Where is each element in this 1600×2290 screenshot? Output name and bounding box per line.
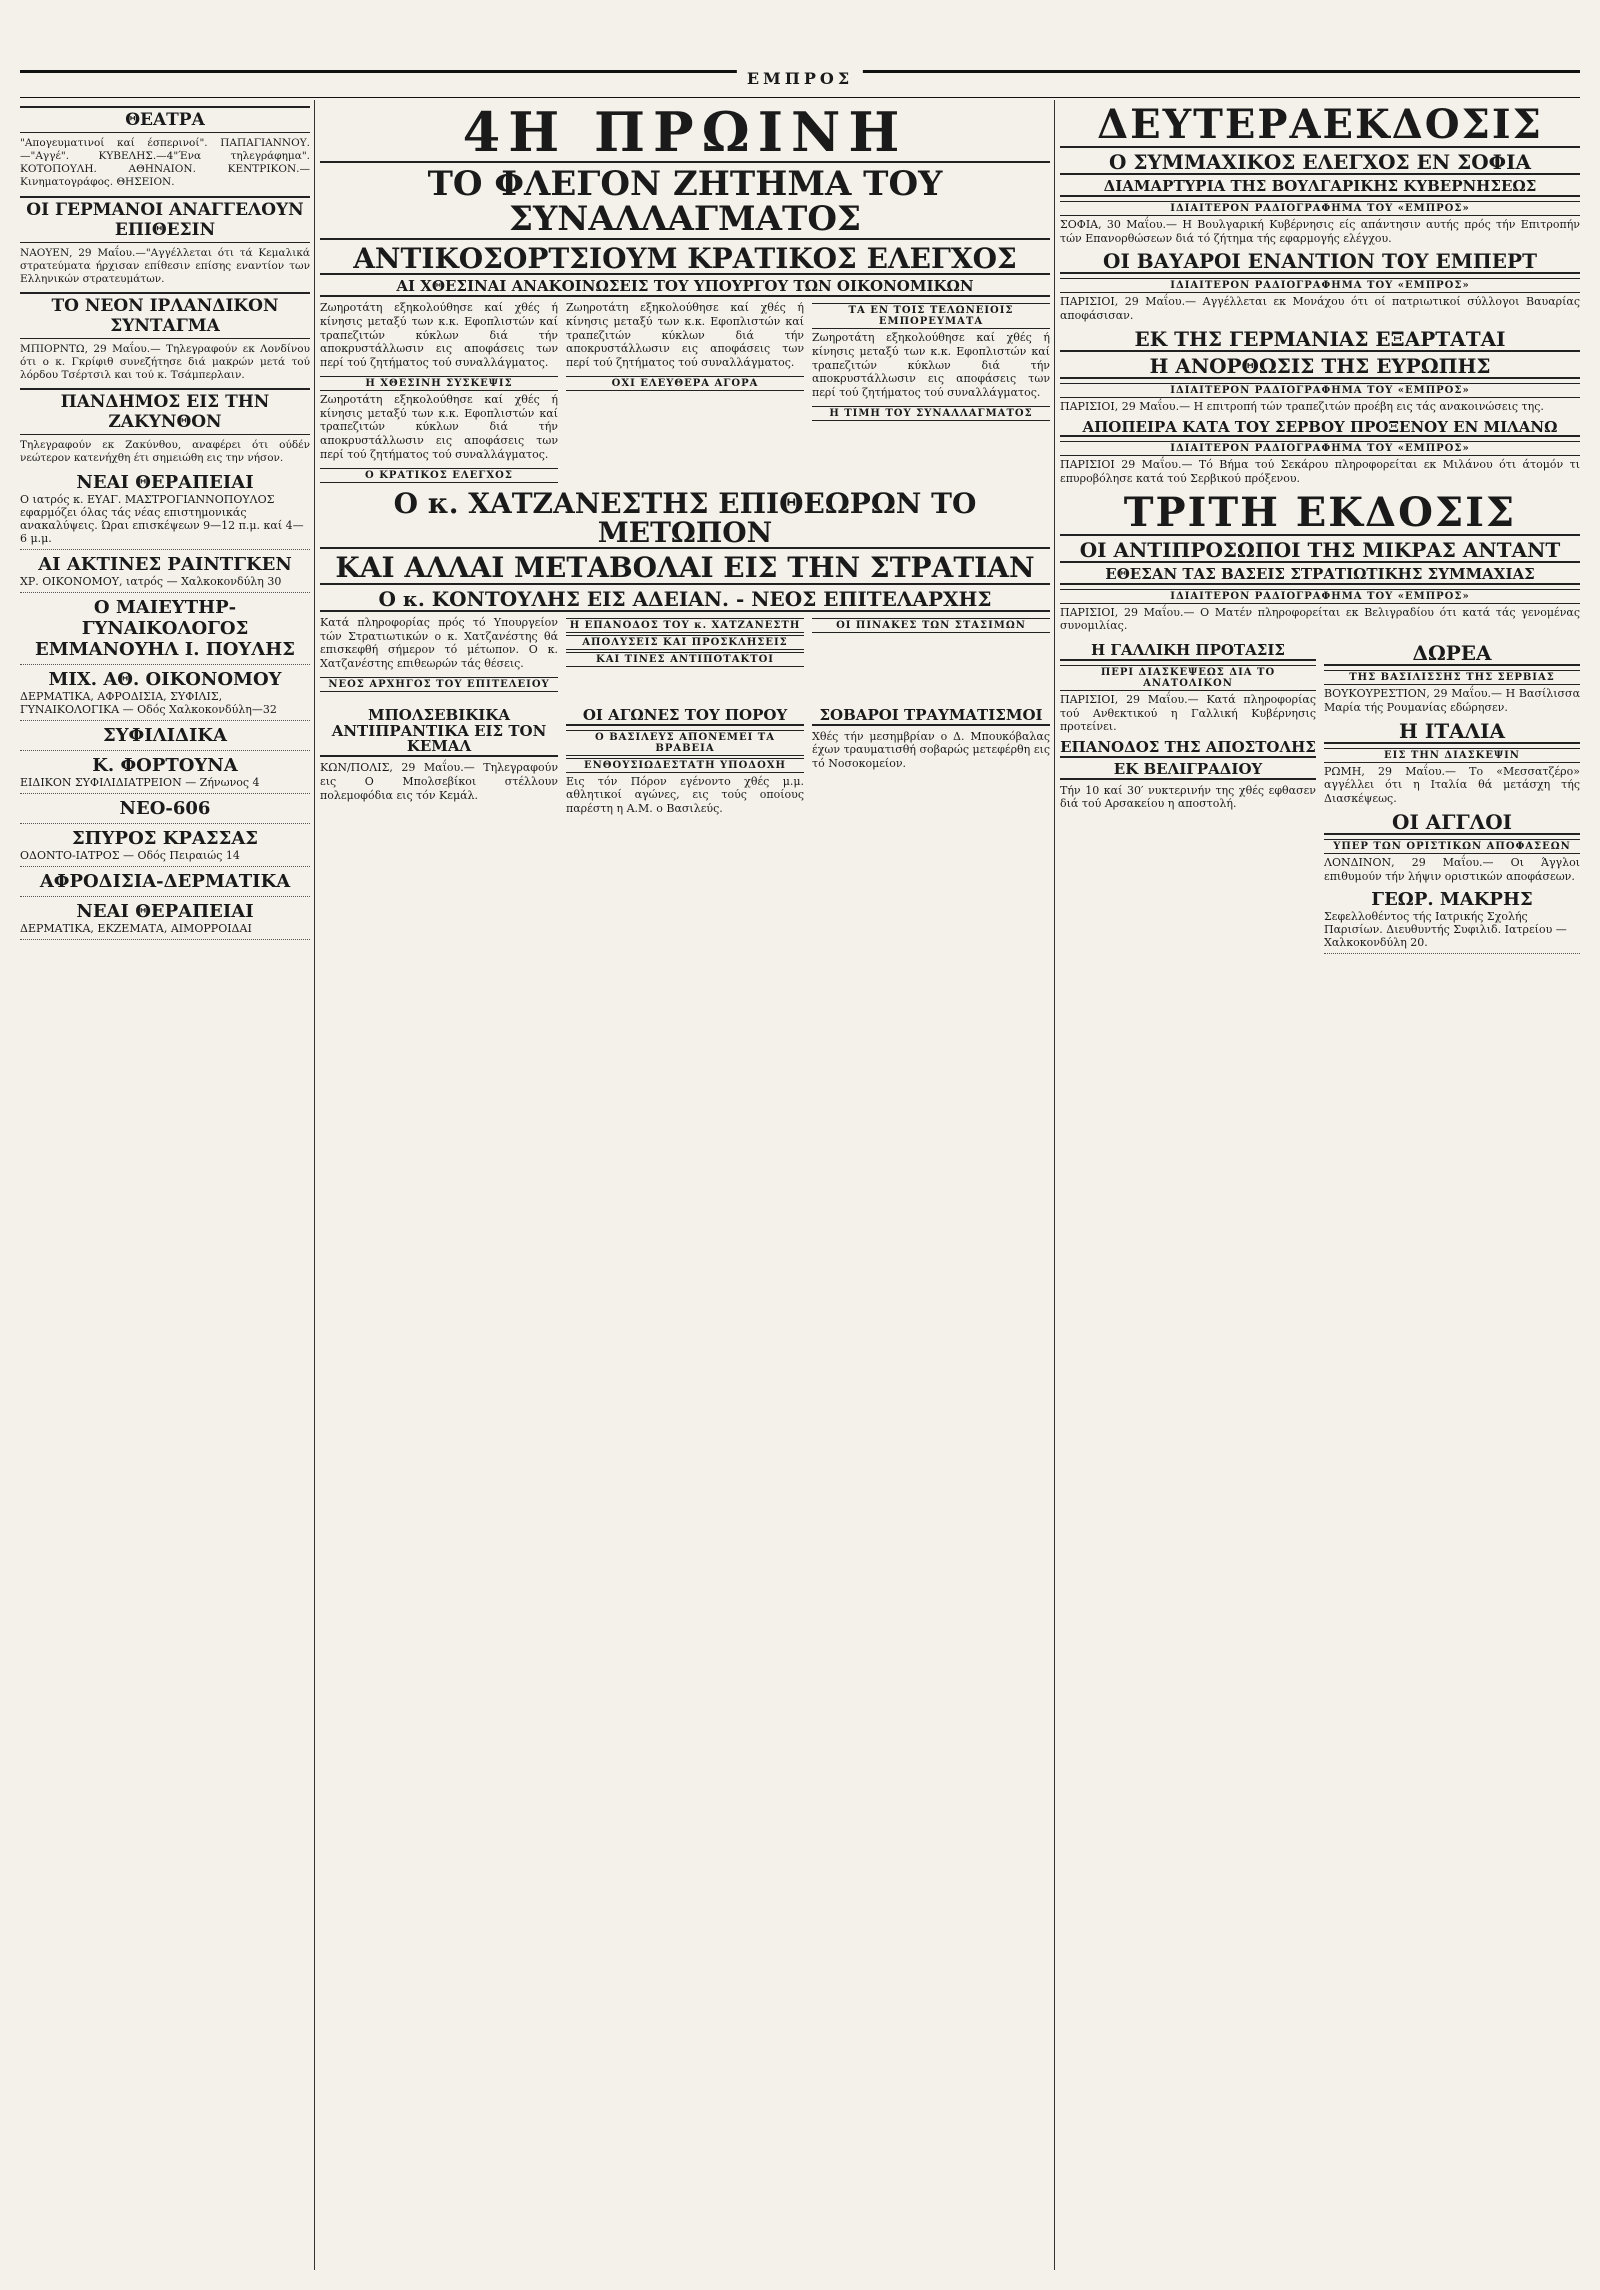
ad-new-therapies: ΝΕΑΙ ΘΕΡΑΠΕΙΑΙ Ο ιατρός κ. ΕΥΑΓ. ΜΑΣΤΡΟΓΙΑΝΝΟΠΟΥΛΟΣ εφαρμόζει όλας τάς νέας επιστημονικάς ανακαλύψεις. Ώραι επισκέψεων 9—12 π.μ. καί 4—6 μ.μ. bbox=[20, 472, 310, 550]
ad-gynaecologist: Ο ΜΑΙΕΥΤΗΡ-ΓΥΝΑΙΚΟΛΟΓΟΣ ΕΜΜΑΝΟΥΗΛ Ι. ΠΟΥΛΗΣ bbox=[20, 597, 310, 665]
column-rule bbox=[1054, 100, 1055, 2270]
subhead: Η ΕΠΑΝΟΔΟΣ ΤΟΥ κ. ΧΑΤΖΑΝΕΣΤΗ bbox=[566, 618, 804, 633]
headline-french-proposal: Η ΓΑΛΛΙΚΗ ΠΡΟΤΑΣΙΣ bbox=[1060, 643, 1316, 661]
bolshevik-text: ΚΩΝ/ΠΟΛΙΣ, 29 Μαΐου.— Τηλεγραφούν εις Ο Μπολσεβίκοι στέλλουν πολεμοφόδια εις τόν Κεμάλ. bbox=[320, 761, 558, 802]
zakynthos-text: Τηλεγραφούν εκ Ζακύνθου, αναφέρει ότι ούδέν νεώτερον κατενήχθη έτι σημειώθη εις την νήσον. bbox=[20, 439, 310, 465]
ad-dermatology: ΑΦΡΟΔΙΣΙΑ-ΔΕΡΜΑΤΙΚΑ bbox=[20, 871, 310, 897]
italy-text: ΡΩΜΗ, 29 Μαΐου.— Το «Μεσσατζέρο» αγγέλλει ότι η Ιταλία θά μετάσχη τής Διασκέψεως. bbox=[1324, 764, 1580, 805]
headline-bulgarian-protest: ΔΙΑΜΑΡΤΥΡΙΑ ΤΗΣ ΒΟΥΛΓΑΡΙΚΗΣ ΚΥΒΕΡΝΗΣΕΩΣ bbox=[1060, 179, 1580, 197]
headline-state-control: ΑΝΤΙΚΟΣΟΡΤΣΙΟΥΜ ΚΡΑΤΙΚΟΣ ΕΛΕΓΧΟΣ bbox=[320, 244, 1050, 275]
lead-article bbox=[320, 301, 1050, 485]
subhead: Η ΧΘΕΣΙΝΗ ΣΥΣΚΕΨΙΣ bbox=[320, 376, 558, 391]
headline-alliance: ΕΘΕΣΑΝ ΤΑΣ ΒΑΣΕΙΣ ΣΤΡΑΤΙΩΤΙΚΗΣ ΣΥΜΜΑΧΙΑΣ bbox=[1060, 567, 1580, 585]
headline-poros: ΟΙ ΑΓΩΝΕΣ ΤΟΥ ΠΟΡΟΥ bbox=[566, 708, 804, 726]
headline-entente: ΟΙ ΑΝΤΙΠΡΟΣΩΠΟΙ ΤΗΣ ΜΙΚΡΑΣ ΑΝΤΑΝΤ bbox=[1060, 540, 1580, 563]
english-text: ΛΟΝΔΙΝΟΝ, 29 Μαΐου.— Οι Άγγλοι επιθυμούν τήν λήψιν οριστικών αποφάσεων. bbox=[1324, 855, 1580, 883]
column-rule bbox=[314, 100, 315, 2270]
french-text: ΠΑΡΙΣΙΟΙ, 29 Μαΐου.— Κατά πληροφορίας τού Ανθεκτικού η Γαλλική Κυβέρνησις προτείνει. bbox=[1060, 692, 1316, 734]
headline-italy: Η ΙΤΑΛΙΑ bbox=[1324, 721, 1580, 744]
headline-europe: Η ΑΝΟΡΘΩΣΙΣ ΤΗΣ ΕΥΡΩΠΗΣ bbox=[1060, 356, 1580, 379]
lead-text-cont: Ζωηροτάτη εξηκολούθησε καί χθές ή κίνησις μεταξύ των κ.κ. Εφοπλιστών καί τραπεζιτών κύκλων διά τήν αποκρυστάλλωσιν εις αποφάσεις των περί τού ζητήματος τού συναλλάγματος. bbox=[812, 331, 1050, 400]
subhead: ΟΙ ΠΙΝΑΚΕΣ ΤΩΝ ΣΤΑΣΙΜΩΝ bbox=[812, 618, 1050, 633]
subhead: ΑΠΟΛΥΣΕΙΣ ΚΑΙ ΠΡΟΣΚΛΗΣΕΙΣ bbox=[566, 635, 804, 650]
subhead: ΥΠΕΡ ΤΩΝ ΟΡΙΣΤΙΚΩΝ ΑΠΟΦΑΣΕΩΝ bbox=[1324, 839, 1580, 854]
middle-column bbox=[320, 100, 1050, 822]
subhead: ΕΝΘΟΥΣΙΩΔΕΣΤΑΤΗ ΥΠΟΔΟΧΗ bbox=[566, 758, 804, 773]
ad-krassas: ΣΠΥΡΟΣ ΚΡΑΣΣΑΣ ΟΔΟΝΤΟ-ΙΑΤΡΟΣ — Οδός Πειραιώς 14 bbox=[20, 828, 310, 867]
headline-chatzanestis: Ο κ. ΧΑΤΖΑΝΕΣΤΗΣ ΕΠΙΘΕΩΡΩΝ ΤΟ ΜΕΤΩΠΟΝ bbox=[320, 489, 1050, 550]
sofia-text: ΣΟΦΙΑ, 30 Μαΐου.— Η Βουλγαρική Κυβέρνησις είς απάντησιν αυτής πρός τήν Επιτροπήν τών Επανορθώσεων διά τό ζήτημα τής εφαρμογής ελέγχου. bbox=[1060, 217, 1580, 245]
kicker: ΙΔΙΑΙΤΕΡΟΝ ΡΑΔΙΟΓΡΑΦΗΜΑ ΤΟΥ «ΕΜΠΡΟΣ» bbox=[1060, 383, 1580, 398]
headline-english: ΟΙ ΑΓΓΛΟΙ bbox=[1324, 812, 1580, 835]
poros-text: Εις τόν Πόρον εγένοντο χθές μ.μ. αθλητικοί αγώνες, εις τούς οποίους παρέστη η Α.Μ. ο Βασιλεύς. bbox=[566, 774, 804, 816]
third-edition: ΤΡΙΤΗ ΕΚΔΟΣΙΣ bbox=[1060, 492, 1580, 536]
germans-title: ΟΙ ΓΕΡΜΑΝΟΙ ΑΝΑΓΓΕΛΟΥΝ ΕΠΙΘΕΣΙΝ bbox=[20, 196, 310, 243]
headline-consul: ΑΠΟΠΕΙΡΑ ΚΑΤΑ ΤΟΥ ΣΕΡΒΟΥ ΠΡΟΞΕΝΟΥ ΕΝ ΜΙΛΑΝΩ bbox=[1060, 420, 1580, 438]
kicker: ΙΔΙΑΙΤΕΡΟΝ ΡΑΔΙΟΓΡΑΦΗΜΑ ΤΟΥ «ΕΜΠΡΟΣ» bbox=[1060, 441, 1580, 456]
second-edition: ΔΕΥΤΕΡΑΕΚΔΟΣΙΣ bbox=[1060, 104, 1580, 148]
ad-new-therapies-2: ΝΕΑΙ ΘΕΡΑΠΕΙΑΙ ΔΕΡΜΑΤΙΚΑ, ΕΚΖΕΜΑΤΑ, ΑΙΜΟΡΡΟΙΔΑΙ bbox=[20, 901, 310, 940]
ad-oikonomou: ΜΙΧ. ΑΘ. ΟΙΚΟΝΟΜΟΥ ΔΕΡΜΑΤΙΚΑ, ΑΦΡΟΔΙΣΙΑ, ΣΥΦΙΛΙΣ, ΓΥΝΑΙΚΟΛΟΓΙΚΑ — Οδός Χαλκοκονδύλη—32 bbox=[20, 669, 310, 721]
entente-text: ΠΑΡΙΣΙΟΙ, 29 Μαΐου.— Ο Ματέν πληροφορείται εκ Βελιγραδίου ότι κατά τάς γενομένας συνομιλίας. bbox=[1060, 605, 1580, 633]
masthead-name: ΕΜΠΡΟΣ bbox=[737, 69, 863, 88]
germans-text: ΝΑΟΥΕΝ, 29 Μαΐου.—"Αγγέλλεται ότι τά Κεμαλικά στρατεύματα ήρχισαν επίθεσιν επίσης εναντίον των Ελληνικών στρατευμάτων. bbox=[20, 246, 310, 285]
ad-makris: ΓΕΩΡ. ΜΑΚΡΗΣ Σεφελλοθέντος τής Ιατρικής Σχολής Παρισίων. Διευθυντής Συφιλιδ. Ιατρείου — Χαλκοκονδύλη 20. bbox=[1324, 889, 1580, 954]
ad-fortouna: Κ. ΦΟΡΤΟΥΝΑ ΕΙΔΙΚΟΝ ΣΥΦΙΛΙΔΙΑΤΡΕΙΟΝ — Ζήνωνος 4 bbox=[20, 755, 310, 794]
bottom-articles bbox=[320, 704, 1050, 822]
headline-kontoulis: Ο κ. ΚΟΝΤΟΥΛΗΣ ΕΙΣ ΑΔΕΙΑΝ. - ΝΕΟΣ ΕΠΙΤΕΛΑΡΧΗΣ bbox=[320, 589, 1050, 612]
subhead: ΤΗΣ ΒΑΣΙΛΙΣΣΗΣ ΤΗΣ ΣΕΡΒΙΑΣ bbox=[1324, 670, 1580, 685]
headline-mission-return: ΕΠΑΝΟΔΟΣ ΤΗΣ ΑΠΟΣΤΟΛΗΣ bbox=[1060, 738, 1316, 756]
right-column bbox=[1060, 100, 1580, 958]
theatre-text: "Απογευματινοί καί έσπερινοί". ΠΑΠΑΓΙΑΝΝΟΥ.—"Αγγέ". ΚΥΒΕΛΗΣ.—4"Ένα τηλεγράφημα". ΚΟΤΟΠΟΥΛΗ. ΑΘΗΝΑΙΟΝ. ΚΕΝΤΡΙΚΟΝ.—Κινηματογράφος. ΘΗΣΕΙΟΝ. bbox=[20, 137, 310, 189]
bavarians-text: ΠΑΡΙΣΙΟΙ, 29 Μαΐου.— Αγγέλλεται εκ Μονάχου ότι οί πατριωτικοί σύλλογοι Βαυαρίας αποφάσισαν. bbox=[1060, 295, 1580, 322]
ad-xrays: ΑΙ ΑΚΤΙΝΕΣ ΡΑΙΝΤΓΚΕΝ ΧΡ. ΟΙΚΟΝΟΜΟΥ, ιατρός — Χαλκοκονδύλη 30 bbox=[20, 554, 310, 593]
subhead: ΝΕΟΣ ΑΡΧΗΓΟΣ ΤΟΥ ΕΠΙΤΕΛΕΙΟΥ bbox=[320, 677, 558, 692]
headline-injuries: ΣΟΒΑΡΟΙ ΤΡΑΥΜΑΤΙΣΜΟΙ bbox=[812, 708, 1050, 726]
lead-text: Ζωηροτάτη εξηκολούθησε καί χθές ή κίνησις μεταξύ των κ.κ. Εφοπλιστών καί τραπεζιτών κύκλων διά τήν αποκρυστάλλωσιν εις αποφάσεις των περί τού ζητήματος τού συναλλάγματος. bbox=[320, 301, 558, 370]
kicker: ΙΔΙΑΙΤΕΡΟΝ ΡΑΔΙΟΓΡΑΦΗΜΑ ΤΟΥ «ΕΜΠΡΟΣ» bbox=[1060, 278, 1580, 293]
ad-neo-606: ΝΕΟ-606 bbox=[20, 798, 310, 824]
headline-finance-minister: ΑΙ ΧΘΕΣΙΝΑΙ ΑΝΑΚΟΙΝΩΣΕΙΣ ΤΟΥ ΥΠΟΥΡΓΟΥ ΤΩΝ ΟΙΚΟΝΟΜΙΚΩΝ bbox=[320, 279, 1050, 297]
headline-donation: ΔΩΡΕΑ bbox=[1324, 643, 1580, 666]
subhead: Ο ΚΡΑΤΙΚΟΣ ΕΛΕΓΧΟΣ bbox=[320, 468, 558, 483]
consul-text: ΠΑΡΙΣΙΟΙ 29 Μαΐου.— Τό Βήμα τού Σεκάρου πληροφορείται εκ Μιλάνου ότι άτομόν τι επυροβόλησε κατά τού Σερβικού πρόξενου. bbox=[1060, 458, 1580, 485]
subhead: ΠΕΡΙ ΔΙΑΣΚΕΨΕΩΣ ΔΙΑ ΤΟ ΑΝΑΤΟΛΙΚΟΝ bbox=[1060, 665, 1316, 691]
mission-text: Τήν 10 καί 30′ νυκτερινήν της χθές εφθασεν διά τού Αρσακείου η αποστολή. bbox=[1060, 783, 1316, 811]
headline-belgrade: ΕΚ ΒΕΛΙΓΡΑΔΙΟΥ bbox=[1060, 762, 1316, 780]
headline-bolshevik: ΜΠΟΛΣΕΒΙΚΙΚΑ ΑΝΤΙΠΡΑΝΤΙΚΑ ΕΙΣ ΤΟΝ ΚΕΜΑΛ bbox=[320, 708, 558, 757]
germany-text: ΠΑΡΙΣΙΟΙ, 29 Μαΐου.— Η επιτροπή τών τραπεζιτών προέβη εις τάς ανακοινώσεις της. bbox=[1060, 399, 1544, 413]
lead-text-cont: Ζωηροτάτη εξηκολούθησε καί χθές ή κίνησις μεταξύ των κ.κ. Εφοπλιστών καί τραπεζιτών κύκλων διά τήν αποκρυστάλλωσιν εις αποφάσεις των περί τού ζητήματος τού συναλλάγματος. bbox=[566, 301, 804, 370]
subhead: ΕΙΣ ΤΗΝ ΔΙΑΣΚΕΨΙΝ bbox=[1324, 748, 1580, 763]
irish-text: ΜΠΙΟΡΝΤΩ, 29 Μαΐου.— Τηλεγραφούν εκ Λονδίνου ότι ο κ. Γκρίφιθ συνεζήτησε διά μακρών μετά τού λόρδου Τσέρτσιλ και τού κ. Τσάμπερλαιν. bbox=[20, 342, 310, 382]
edition-title: 4Η ΠΡΩΙΝΗ bbox=[320, 104, 1050, 163]
right-lower bbox=[1060, 639, 1580, 958]
left-column bbox=[20, 100, 310, 944]
subhead: ΟΧΙ ΕΛΕΥΘΕΡΑ ΑΓΟΡΑ bbox=[566, 376, 804, 391]
army-text: Κατά πληροφορίας πρός τό Υπουργείον τών Στρατιωτικών ο κ. Χατζανέστης θά επισκεφθή σήμερον τό μέτωπον. Ο κ. Χατζανέστης επιθεωρών τάς θέσεις. bbox=[320, 615, 558, 671]
zakynthos-title: ΠΑΝΔΗΜΟΣ ΕΙΣ ΤΗΝ ΖΑΚΥΝΘΟΝ bbox=[20, 388, 310, 435]
subhead: ΚΑΙ ΤΙΝΕΣ ΑΝΤΙΠΟΤΑΚΤΟΙ bbox=[566, 652, 804, 667]
irish-title: ΤΟ ΝΕΟΝ ΙΡΛΑΝΔΙΚΟΝ ΣΥΝΤΑΓΜΑ bbox=[20, 292, 310, 339]
subhead: ΤΑ ΕΝ ΤΟΙΣ ΤΕΛΩΝΕΙΟΙΣ ΕΜΠΟΡΕΥΜΑΤΑ bbox=[812, 303, 1050, 329]
headline-army-changes: ΚΑΙ ΑΛΛΑΙ ΜΕΤΑΒΟΛΑΙ ΕΙΣ ΤΗΝ ΣΤΡΑΤΙΑΝ bbox=[320, 553, 1050, 584]
ad-syphilis: ΣΥΦΙΛΙΔΙΚΑ bbox=[20, 725, 310, 751]
lead-text-cont: Ζωηροτάτη εξηκολούθησε καί χθές ή κίνησις μεταξύ των κ.κ. Εφοπλιστών καί τραπεζιτών κύκλων διά τήν αποκρυστάλλωσιν εις αποφάσεις των περί τού ζητήματος τού συναλλάγματος. bbox=[320, 392, 558, 461]
headline-germany: ΕΚ ΤΗΣ ΓΕΡΜΑΝΙΑΣ ΕΞΑΡΤΑΤΑΙ bbox=[1060, 329, 1580, 352]
army-article bbox=[320, 616, 1050, 694]
kicker: ΙΔΙΑΙΤΕΡΟΝ ΡΑΔΙΟΓΡΑΦΗΜΑ ΤΟΥ «ΕΜΠΡΟΣ» bbox=[1060, 589, 1580, 604]
headline-exchange: ΤΟ ΦΛΕΓΟΝ ΖΗΤΗΜΑ ΤΟΥ ΣΥΝΑΛΛΑΓΜΑΤΟΣ bbox=[320, 167, 1050, 240]
theatre-title: ΘΕΑΤΡΑ bbox=[20, 106, 310, 133]
masthead bbox=[20, 70, 1580, 98]
kicker: ΙΔΙΑΙΤΕΡΟΝ ΡΑΔΙΟΓΡΑΦΗΜΑ ΤΟΥ «ΕΜΠΡΟΣ» bbox=[1060, 201, 1580, 216]
headline-sofia: Ο ΣΥΜΜΑΧΙΚΟΣ ΕΛΕΓΧΟΣ ΕΝ ΣΟΦΙΑ bbox=[1060, 152, 1580, 175]
headline-bavarians: ΟΙ ΒΑΥΑΡΟΙ ΕΝΑΝΤΙΟΝ ΤΟΥ ΕΜΠΕΡΤ bbox=[1060, 251, 1580, 274]
subhead: Ο ΒΑΣΙΛΕΥΣ ΑΠΟΝΕΜΕΙ ΤΑ ΒΡΑΒΕΙΑ bbox=[566, 730, 804, 756]
subhead: Η ΤΙΜΗ ΤΟΥ ΣΥΝΑΛΛΑΓΜΑΤΟΣ bbox=[812, 406, 1050, 421]
injuries-text: Χθές τήν μεσημβρίαν ο Δ. Μπουκόβαλας έχων τραυματισθή σοβαρώς μετεφέρθη εις τό Νοσοκομείον. bbox=[812, 729, 1050, 771]
donation-text: ΒΟΥΚΟΥΡΕΣΤΙΟΝ, 29 Μαΐου.— Η Βασίλισσα Μαρία τής Ρουμανίας εδώρησεν. bbox=[1324, 687, 1580, 714]
